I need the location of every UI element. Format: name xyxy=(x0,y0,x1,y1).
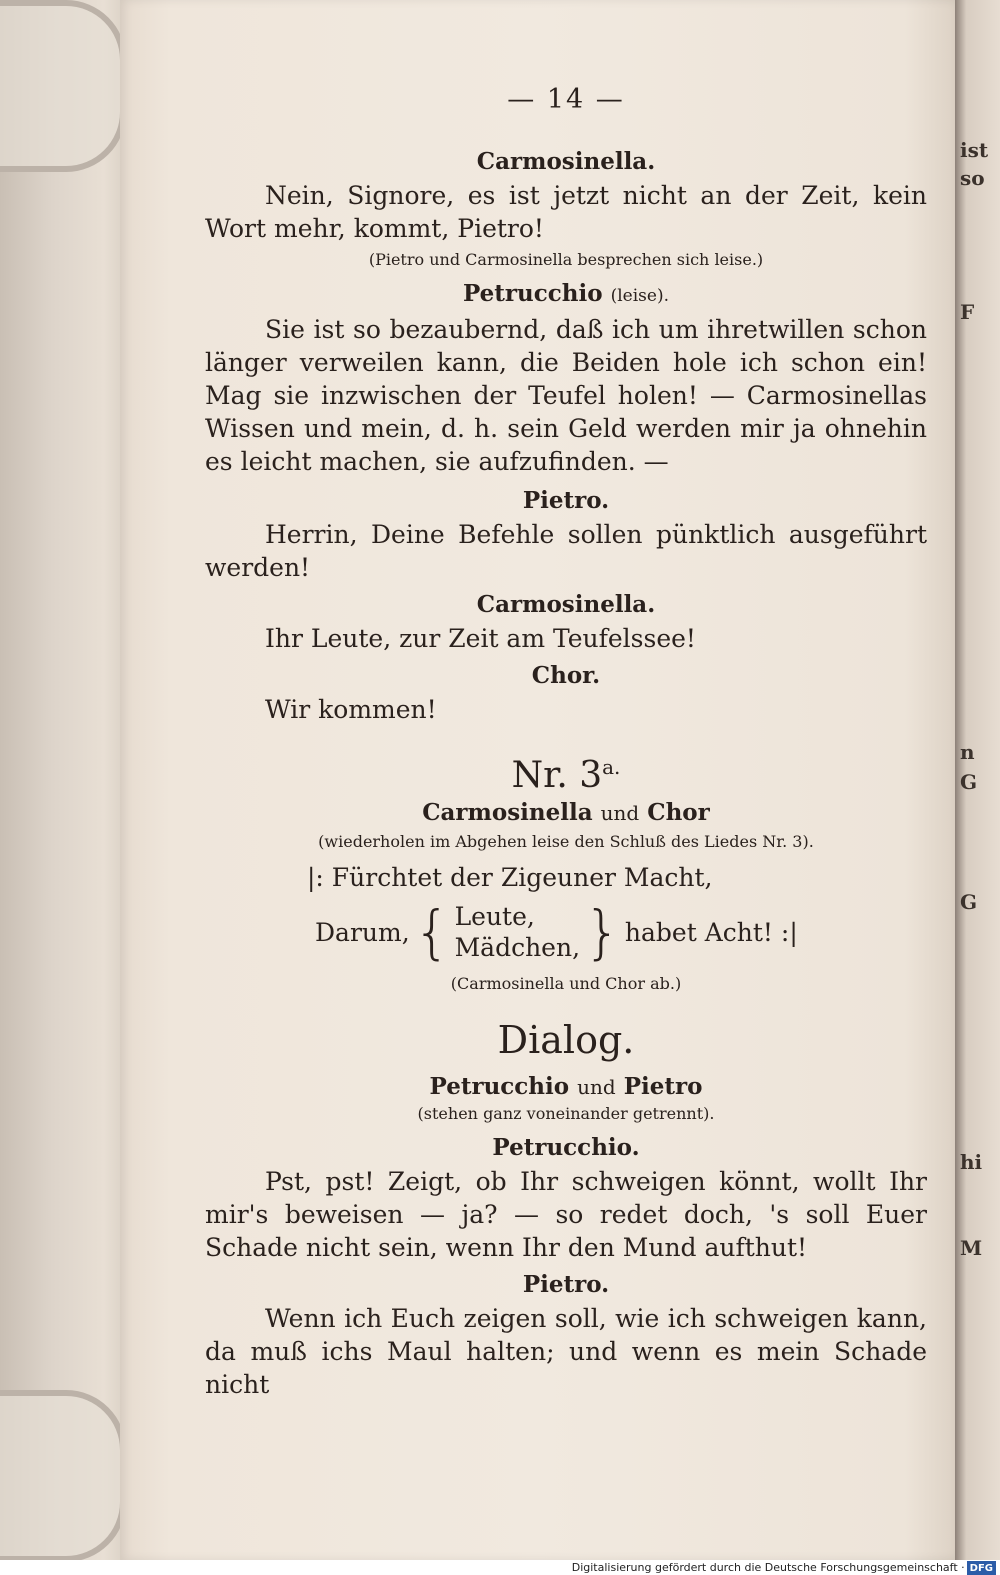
margin-fragment: M xyxy=(960,1236,983,1260)
heading-part: Petrucchio xyxy=(429,1073,570,1100)
musical-number xyxy=(205,744,927,799)
footer-bar xyxy=(0,1560,1000,1575)
dialogue-paragraph: Wir kommen! xyxy=(265,695,437,724)
heading-connector: und xyxy=(577,1075,616,1099)
song-alternatives xyxy=(455,901,580,963)
margin-fragment: G xyxy=(960,890,978,914)
stage-direction: (Carmosinella und Chor ab.) xyxy=(450,974,682,993)
speaker-name: Pietro. xyxy=(522,487,610,514)
heading-part: Carmosinella xyxy=(422,799,593,826)
footer-text: Digitalisierung gefördert durch die Deutsche Forschungsgemeinschaft · xyxy=(571,1561,965,1574)
stage-direction: (Pietro und Carmosinella besprechen sich leise.) xyxy=(368,250,764,269)
margin-fragment: ist xyxy=(960,138,989,162)
binding-clip-top xyxy=(0,0,126,172)
speaker-name: Petrucchio. xyxy=(492,1134,640,1161)
speaker-name: Pietro. xyxy=(522,1271,610,1298)
number-heading xyxy=(205,799,927,827)
song-word: Darum, xyxy=(315,917,410,947)
binding-clip-bottom xyxy=(0,1390,126,1562)
heading-part: Chor xyxy=(647,799,710,826)
heading-part: Pietro xyxy=(623,1073,703,1100)
song-word: Mädchen, xyxy=(454,933,581,962)
song-word: Leute, xyxy=(454,902,535,931)
dialogue-paragraph: Nein, Signore, es ist jetzt nicht an der Zeit, kein Wort mehr, kommt, Pietro! xyxy=(205,181,927,243)
margin-fragment: n xyxy=(960,740,975,764)
section-title: Dialog. xyxy=(497,1018,635,1062)
speaker-name: Carmosinella. xyxy=(476,148,656,175)
dfg-logo: DFG xyxy=(967,1561,996,1575)
right-brace-glyph: } xyxy=(584,898,621,966)
dialogue-paragraph: Pst, pst! Zeigt, ob Ihr schweigen könnt, wollt Ihr mir's beweisen — ja? — so redet doch, 's soll Euer Schade nicht sein, wenn Ihr den Mund aufthut! xyxy=(205,1167,927,1262)
dialogue-paragraph: Sie ist so bezaubernd, daß ich um ihretwillen schon länger verweilen kann, die Beiden hole ich schon ein! Mag sie inzwischen der Teufel holen! — Carmosinellas Wissen und mein, d. h. sein Geld werden mir ja ohnehin es leicht machen, sie aufzufinden. — xyxy=(205,315,927,476)
song-bracket-line xyxy=(315,895,927,969)
margin-fragment: so xyxy=(960,166,985,190)
margin-fragment: F xyxy=(960,300,975,324)
song-word: habet Acht! :| xyxy=(624,917,798,947)
speaker-name: Chor. xyxy=(531,662,601,689)
dialogue-paragraph: Wenn ich Euch zeigen soll, wie ich schweigen kann, da muß ichs Maul halten; und wenn es mein Schade nicht xyxy=(205,1304,927,1399)
speaker-name: Carmosinella. xyxy=(476,591,656,618)
song-line: |: Fürchtet der Zigeuner Macht, xyxy=(307,863,713,892)
page-number: — 14 — xyxy=(507,84,625,115)
stage-direction: (wiederholen im Abgehen leise den Schluß des Liedes Nr. 3). xyxy=(318,832,814,851)
heading-connector: und xyxy=(600,801,640,825)
page-text xyxy=(205,84,927,1401)
stage-direction: (stehen ganz voneinander getrennt). xyxy=(417,1104,715,1123)
left-page-edge xyxy=(0,0,130,1560)
speaker-name xyxy=(205,277,927,313)
number-suffix: a. xyxy=(602,755,621,779)
dialog-heading xyxy=(205,1073,927,1101)
margin-fragment: hi xyxy=(960,1150,983,1174)
dialogue-paragraph: Ihr Leute, zur Zeit am Teufelssee! xyxy=(265,624,696,653)
dialogue-paragraph: Herrin, Deine Befehle sollen pünktlich ausgeführt werden! xyxy=(205,520,927,582)
left-brace-glyph: { xyxy=(413,898,451,966)
number-label: Nr. 3 xyxy=(511,755,603,796)
margin-fragment: G xyxy=(960,770,978,794)
speaker-note: (leise). xyxy=(610,286,669,306)
speaker-label: Petrucchio xyxy=(463,280,603,307)
